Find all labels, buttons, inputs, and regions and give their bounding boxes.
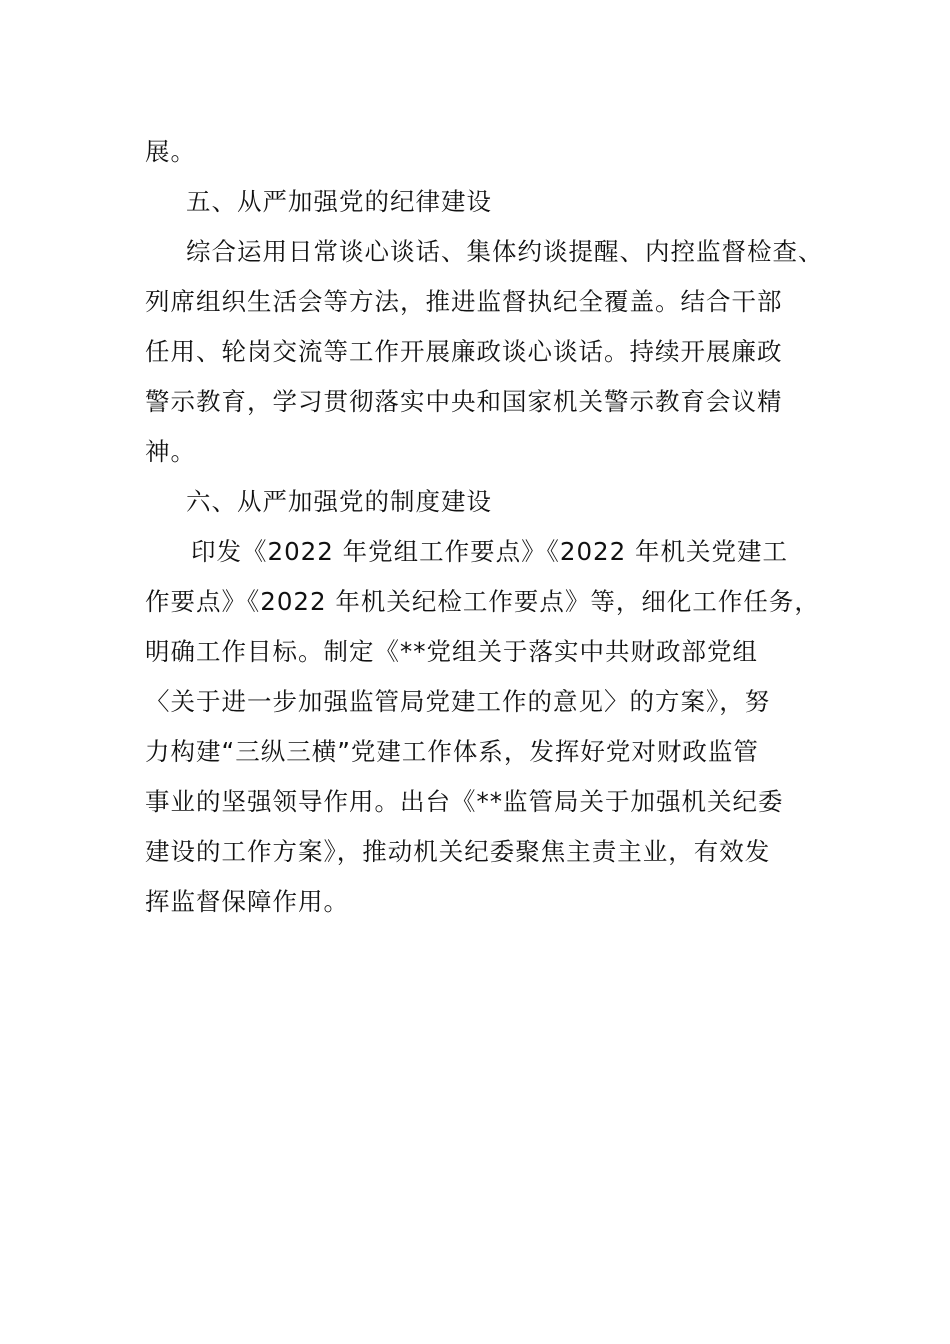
paragraph-line: 挥监督保障作用。 xyxy=(145,887,349,916)
paragraph-line: 作要点》《2022 年机关纪检工作要点》等，细化工作任务， xyxy=(145,587,820,616)
section-heading-five: 五、从严加强党的纪律建设 xyxy=(186,187,492,216)
paragraph-line: 任用、轮岗交流等工作开展廉政谈心谈话。持续开展廉政 xyxy=(145,337,783,366)
paragraph-line: 力构建“三纵三横”党建工作体系，发挥好党对财政监管 xyxy=(145,737,759,766)
section-heading-six: 六、从严加强党的制度建设 xyxy=(186,487,492,516)
document-body xyxy=(145,127,835,927)
paragraph-line: 印发《2022 年党组工作要点》《2022 年机关党建工 xyxy=(191,537,789,566)
paragraph-continuation-line: 展。 xyxy=(145,137,196,166)
paragraph-line: 警示教育，学习贯彻落实中央和国家机关警示教育会议精 xyxy=(145,387,783,416)
paragraph-line: 列席组织生活会等方法，推进监督执纪全覆盖。结合干部 xyxy=(145,287,783,316)
paragraph-line: 神。 xyxy=(145,437,196,466)
paragraph-line: 〈关于进一步加强监管局党建工作的意见〉的方案》，努 xyxy=(145,687,771,716)
paragraph-line: 事业的坚强领导作用。出台《**监管局关于加强机关纪委 xyxy=(145,787,784,816)
paragraph-line: 建设的工作方案》，推动机关纪委聚焦主责主业，有效发 xyxy=(145,837,771,866)
paragraph-line: 综合运用日常谈心谈话、集体约谈提醒、内控监督检查、 xyxy=(186,237,824,266)
paragraph-line: 明确工作目标。制定《**党组关于落实中共财政部党组 xyxy=(145,637,758,666)
